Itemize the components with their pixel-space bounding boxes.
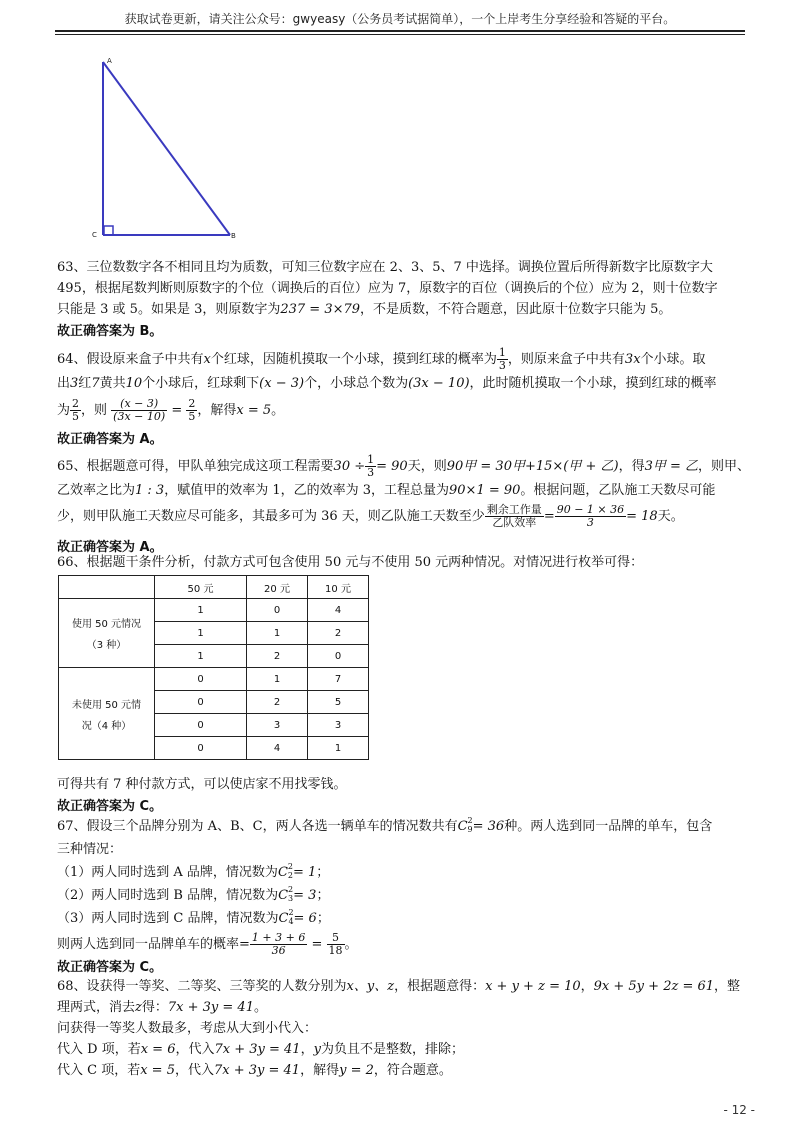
q63-line1: 63、三位数数字各不相同且均为质数，可知三位数字应在 2、3、5、7 中选择。调换位置后所得新数字比原数字大	[57, 260, 713, 275]
triangle-side-ab	[103, 62, 230, 235]
group-label-used: 使用 50 元情况 （3 种）	[59, 599, 155, 668]
q67-case2: （2）两人同时选到 B 品牌，情况数为C 2 3 = 3；	[57, 884, 330, 903]
table-cell: 2	[247, 691, 308, 714]
table-cell: 2	[308, 622, 369, 645]
vertex-label-b: B	[231, 232, 236, 240]
q65-line1: 65、根据题意可得，甲队单独完成这项工程需要30 ÷ $\frac{1}{3}$ = 90天，则90甲 = 30甲+15×(甲 + 乙)，得3甲 = 乙，则甲、	[57, 453, 751, 479]
q64-answer: 故正确答案为 A。	[57, 432, 163, 447]
vertex-label-a: A	[107, 57, 112, 65]
q68-text	[57, 976, 757, 1081]
table-cell: 1	[247, 622, 308, 645]
table-cell: 1	[247, 668, 308, 691]
page-header: 获取试卷更新，请关注公众号：gwyeasy（公务员考试据简单），一个上岸考生分享经验和答疑的平台。	[124, 12, 676, 26]
q66-answer: 故正确答案为 C。	[57, 799, 163, 814]
header-rule-thin	[55, 34, 745, 35]
q68-line1: 68、设获得一等奖、二等奖、三等奖的人数分别为x、y、z，根据题意得：x + y + z = 10，9x + 5y + 2z = 61，整	[57, 979, 741, 994]
table-header-cell: 50 元	[155, 576, 247, 599]
table-row	[59, 599, 369, 622]
payment-table	[58, 575, 369, 760]
table-cell: 5	[308, 691, 369, 714]
table-cell: 0	[308, 645, 369, 668]
q63-math: 237 = 3×79	[280, 302, 361, 317]
q63-answer: 故正确答案为 B。	[57, 324, 163, 339]
q63-line3: 只能是 3 或 5。如果是 3，则原数字为237 = 3×79，不是质数，不符合题意，因此原十位数字只能为 5。	[57, 302, 672, 317]
vertex-label-c: C	[92, 231, 97, 239]
q67-probability: 则两人选到同一品牌单车的概率= $\frac{1 + 3 + 6}{36}$ = $\frac{5}{18}$ 。	[57, 931, 358, 957]
q64-text	[57, 347, 757, 423]
q66-intro: 66、根据题干条件分析，付款方式可包含使用 50 元与不使用 50 元两种情况。对情况进行枚举可得：	[57, 555, 644, 570]
table-header-cell: 10 元	[308, 576, 369, 599]
q64-line2: 出3红7黄共10个小球后，红球剩下(x − 3)个，小球总个数为(3x − 10)，此时随机摸取一个小球，摸到红球的概率	[57, 376, 717, 391]
q67-case1: （1）两人同时选到 A 品牌，情况数为C 2 2 = 1；	[57, 861, 330, 880]
triangle-svg	[85, 52, 255, 242]
triangle-figure	[85, 52, 255, 246]
table-cell: 0	[155, 714, 247, 737]
q67-case3: （3）两人同时选到 C 品牌，情况数为C 2 4 = 6；	[57, 907, 330, 926]
header-rule	[55, 30, 745, 32]
q67-text	[57, 815, 757, 957]
table-cell: 0	[155, 668, 247, 691]
q66-conclusion: 可得共有 7 种付款方式，可以使店家不用找零钱。	[57, 777, 347, 792]
page-number: - 12 -	[723, 1103, 755, 1117]
table-row	[59, 668, 369, 691]
q68-line4: 代入 D 项，若x = 6，代入7x + 3y = 41，y为负且不是整数，排除；	[57, 1042, 464, 1057]
q64-line1: 64、假设原来盒子中共有x个红球，因随机摸取一个小球，摸到红球的概率为 $\frac{1}{3}$ ，则原来盒子中共有3x个小球。取	[57, 346, 706, 372]
table-cell: 1	[155, 645, 247, 668]
table-header-cell: 20 元	[247, 576, 308, 599]
table-cell: 4	[308, 599, 369, 622]
q65-line2: 乙效率之比为1 : 3，赋值甲的效率为 1，乙的效率为 3，工程总量为90×1 = 90。根据问题，乙队施工天数尽可能	[57, 483, 716, 498]
q63-line2: 495，根据尾数判断则原数字的个位（调换后的百位）应为 7，原数字的百位（调换后的个位）应为 2，则十位数字	[57, 281, 718, 296]
right-angle-mark	[104, 226, 113, 235]
table-cell: 7	[308, 668, 369, 691]
table-cell: 1	[308, 737, 369, 760]
table-cell: 1	[155, 622, 247, 645]
q65-line3: 少，则甲队施工天数应尽可能多，其最多可为 36 天，则乙队施工天数至少 $\frac{\text{剩余工作量}}{\text{乙队效率}}$ = $\frac{90 - 1 \times 36}{3}$ = 18天。	[57, 503, 684, 529]
q63-text	[57, 257, 757, 320]
table-cell: 4	[247, 737, 308, 760]
q64-line3: 为 $\frac{2}{5}$ ，则 $\frac{(x - 3)}{(3x - 10)}$ = $\frac{2}{5}$ ，解得x = 5。	[57, 397, 285, 423]
table-cell: 0	[247, 599, 308, 622]
group-label-unused: 未使用 50 元情 况（4 种）	[59, 668, 155, 760]
table-header-row	[59, 576, 369, 599]
table-cell: 0	[155, 737, 247, 760]
table-cell: 0	[155, 691, 247, 714]
table-header-cell	[59, 576, 155, 599]
table-cell: 1	[155, 599, 247, 622]
q67-answer: 故正确答案为 C。	[57, 960, 163, 975]
q65-answer: 故正确答案为 A。	[57, 540, 163, 555]
q65-text	[57, 454, 757, 529]
q67-line2: 三种情况：	[57, 842, 123, 857]
q68-line5: 代入 C 项，若x = 5，代入7x + 3y = 41，解得y = 2，符合题意。	[57, 1063, 452, 1078]
q68-line2: 理两式，消去z得：7x + 3y = 41。	[57, 1000, 267, 1015]
q67-line1: 67、假设三个品牌分别为 A、B、C，两人各选一辆单车的情况数共有C 2 9 = 36种。两人选到同一品牌的单车，包含	[57, 815, 713, 834]
table-cell: 3	[247, 714, 308, 737]
table-cell: 3	[308, 714, 369, 737]
q68-line3: 问获得一等奖人数最多，考虑从大到小代入：	[57, 1021, 318, 1036]
table-cell: 2	[247, 645, 308, 668]
